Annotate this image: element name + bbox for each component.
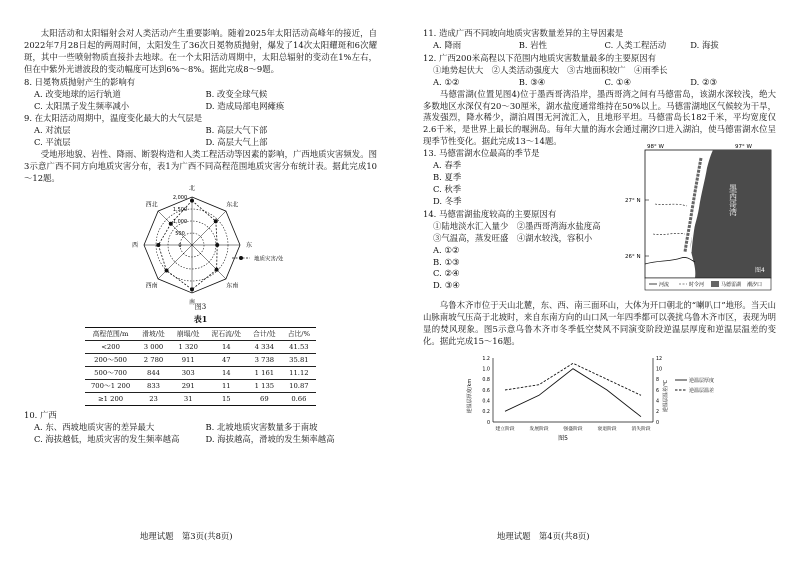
table-1-cell: 1 320 [171,341,206,354]
radar-chart [24,185,377,307]
radar-legend-marker [239,256,243,260]
table-1-cell: 833 [136,380,171,393]
lat-label-27n: 27° N [625,198,641,205]
q13-q14-block [423,144,776,298]
table-1-cell: 2 780 [136,354,171,367]
y-right-tick-label: 10 [656,367,663,373]
lat-label-26n: 26° N [625,254,641,261]
x-tick-label: 强盛阶段 [563,426,583,432]
legend-river-label: 河流 [659,282,670,289]
table-1 [85,327,316,406]
q13-option-d[interactable]: D. 冬季 [433,195,462,206]
q12-option-b[interactable]: B. ③④ [518,76,546,87]
radar-data-point [214,219,218,223]
q8-option-c[interactable]: C. 太阳黑子发生频率减小 [34,100,130,111]
table-1-header-cell: 合计/处 [247,328,282,341]
q9-option-c[interactable]: C. 平流层 [34,137,71,148]
table-1-cell: 1 135 [247,380,282,393]
table-1-cell: 844 [136,367,171,380]
table-1-cell: 47 [206,354,247,367]
table-1-header-cell: 泥石流/处 [206,328,247,341]
q11-option-b[interactable]: B. 岩性 [518,39,547,50]
question-10-options [24,422,377,446]
radar-direction-label: 西南 [145,282,158,290]
y-left-tick-label: 0 [486,420,490,426]
lon-label-97w: 97° W [735,144,752,151]
q11-option-a[interactable]: A. 降雨 [433,39,462,50]
q9-option-b[interactable]: B. 高层大气下部 [205,125,268,136]
radar-direction-label: 北 [188,184,196,192]
passage-guangxi: 受地形地貌、岩性、降雨、断裂构造和人类工程活动等因素的影响，广西地质灾害频发。图3示意广西不同方向地质灾害分布，表1为广西不同高程范围地质灾害分布统计表。据此完成10～12题。 [24,149,377,184]
table-1-cell: 291 [171,380,206,393]
question-12-options [423,77,776,89]
table-1-cell: 3 000 [136,341,171,354]
radar-tick-label: 2,000 [172,194,188,201]
q10-option-a[interactable]: A. 东、西坡地质灾害的差异最大 [34,422,155,433]
q10-option-d[interactable]: D. 海拔越高，滑坡的发生频率越高 [205,434,335,445]
question-12-stem: 12. 广西200米高程以下范围内地质灾害数量最多的主要原因有 [423,52,656,63]
figure-3-caption: 图3 [194,302,207,311]
table-1-title: 表1 [193,313,208,324]
table-1-row [85,393,316,406]
q8-option-d[interactable]: D. 造成局部电网瘫痪 [205,100,285,111]
q8-option-a[interactable]: A. 改变地球的运行轨道 [34,88,121,99]
y-right-tick-label: 12 [656,356,663,362]
figure-3 [24,185,377,313]
lon-label-98w: 98° W [647,144,664,151]
passage-madre-lagoon: 马德雷湖(位置见图4)位于墨西哥湾沿岸，墨西哥湾之间有马德雷岛，该湖水深较浅，绝大多数地区水深仅有20～30厘米，湖水盐度通常维持在50%以上。马德雷湖地区气候较为干旱，蒸发强烈，降水稀少，湖泊周围无河流汇入，且地形平坦。马德雷岛长182千米，平均宽度仅2.6千米，是世界上最长的堰洲岛。每年大量的海水会通过潮汐口进入湖泊，使马德雷湖水位呈现季节性变化。据此完成13～14题。 [423,88,776,147]
q10-option-b[interactable]: B. 北坡地质灾害数量多于南坡 [205,422,318,433]
table-1-cell: 35.81 [282,354,316,367]
q9-option-a[interactable]: A. 对流层 [34,125,71,136]
x-tick-label: 衰退阶段 [597,426,617,432]
radar-direction-label: 东 [245,241,253,249]
q13-option-a[interactable]: A. 春季 [433,160,462,171]
table-1-row [85,341,316,354]
x-tick-label: 发展阶段 [529,426,549,432]
question-14-stem: 14. 马德雷湖盐度较高的主要原因有 [423,208,557,219]
legend-temp-label: 逆温层温差 [689,387,715,394]
q11-option-d[interactable]: D. 海拔 [690,39,719,50]
x-tick-label: 消失阶段 [631,426,651,432]
q14-items-line-2: ③气温高，蒸发旺盛 ④湖水较浅，容积小 [433,232,593,243]
radar-data-point [156,243,160,247]
q14-option-c[interactable]: C. ②④ [433,268,460,279]
radar-axis [158,211,192,245]
table-1-cell: 41.53 [282,341,316,354]
table-1-header-cell: 高程范围/m [85,328,136,341]
table-1-header-cell: 崩塌/处 [171,328,206,341]
table-1-cell: ≥1 200 [85,393,136,406]
y-left-tick-label: 0.2 [482,410,490,416]
radar-data-point [169,222,173,226]
footer-page-3: 地理试题 第3页(共8页) [140,531,233,542]
radar-tick-label: 1,500 [172,206,188,213]
radar-direction-label: 东南 [226,282,239,290]
right-page [397,0,794,561]
q12-option-a[interactable]: A. ①② [433,76,460,87]
y-right-tick-label: 0 [656,420,660,426]
table-1-cell: 15 [206,393,247,406]
table-1-cell: 303 [171,367,206,380]
table-1-cell: 10.87 [282,380,316,393]
legend-thick-label: 逆温层厚度 [689,377,715,384]
table-1-cell: 69 [247,393,282,406]
table-1-cell: 500～700 [85,367,136,380]
table-1-row [85,380,316,393]
y-left-tick-label: 1.2 [482,356,490,362]
passage-urumqi: 乌鲁木齐市位于天山北麓，东、西、南三面环山，大体为开口朝北的“喇叭口”地形。当天山山脉南坡气压高于北坡时，来自东南方向的山口风一年四季都可以袭扰乌鲁木齐市区，表现为明显的焚风现象。图5示意乌鲁木齐市冬季低空焚风不同演变阶段逆温层厚度和逆温层温差的变化。据此完成15～16题。 [423,300,776,346]
radar-data-point [190,199,194,203]
q14-option-a[interactable]: A. ①② [433,244,460,255]
y-right-tick-label: 6 [656,388,660,394]
y-left-tick-label: 1.0 [482,367,490,373]
y-left-tick-label: 0.4 [482,399,490,405]
radar-direction-label: 南 [188,298,196,306]
figure-4-map [625,144,775,292]
radar-direction-label: 西北 [145,201,158,209]
radar-data-point [165,268,169,272]
radar-data-point [190,287,194,291]
question-10-stem: 10. 广西 [24,410,57,421]
question-8-stem: 8. 日冕物质抛射产生的影响有 [24,76,136,87]
series-temp-diff-line [505,363,641,395]
q9-option-d[interactable]: D. 高层大气上部 [205,137,268,148]
legend-intermittent-label: 时令河 [689,282,705,289]
table-1-cell: 3 738 [247,354,282,367]
question-9-stem: 9. 在太阳活动周期中，温度变化最大的大气层是 [24,113,203,124]
figure-5-chart [463,350,733,442]
table-1-row [85,354,316,367]
table-1-cell: 14 [206,341,247,354]
y-right-tick-label: 8 [656,378,660,384]
q10-option-c[interactable]: C. 海拔越低，地质灾害的发生频率越高 [34,434,180,445]
q12-option-c[interactable]: C. ①④ [604,76,631,87]
q14-option-d[interactable]: D. ③④ [433,280,460,291]
y-right-axis-label: 逆温层温差/℃ [663,379,669,413]
y-left-tick-label: 0.8 [482,378,490,384]
sea-label: 墨西哥湾 [728,184,738,217]
table-1-cell: 14 [206,367,247,380]
question-14-items [423,221,623,293]
table-1-cell: 11.12 [282,367,316,380]
x-tick-label: 建立阶段 [495,426,515,432]
legend-lake-symbol [711,281,719,287]
table-1-row [85,367,316,380]
table-1-cell: 11 [206,380,247,393]
question-13-options [423,160,623,208]
question-11-options [423,40,776,52]
radar-data-point [215,243,219,247]
table-1-cell: 23 [136,393,171,406]
q8-option-b[interactable]: B. 改变全球气候 [205,88,268,99]
q14-option-b[interactable]: B. ①③ [433,256,460,267]
question-8-options [24,89,377,113]
footer-page-4: 地理试题 第4页(共8页) [497,531,590,542]
table-1-header-cell: 滑坡/处 [136,328,171,341]
y-right-tick-label: 4 [656,399,660,405]
legend-lake-label: 马德雷湖 [721,282,742,289]
q12-option-d[interactable]: D. ②③ [690,76,718,87]
radar-axis [158,242,192,279]
y-right-tick-label: 2 [656,410,660,416]
figure-5-caption: 图5 [558,434,568,442]
y-left-axis-label: 逆温层厚度/km [467,378,473,414]
table-1-cell: 1 161 [247,367,282,380]
figure-4-caption: 图4 [755,267,765,275]
y-left-tick-label: 0.6 [482,388,490,394]
table-1-cell: 4 334 [247,341,282,354]
q13-option-b[interactable]: B. 夏季 [433,172,462,183]
q13-option-c[interactable]: C. 秋季 [433,183,462,194]
radar-tick-label: 0 [178,242,182,249]
radar-direction-label: 东北 [226,201,239,209]
radar-tick-label: 500 [175,230,185,237]
question-12-items: ①地势起伏大 ②人类活动强度大 ③古地面积较广 ④雨季长 [433,64,668,75]
table-1-cell: 200～500 [85,354,136,367]
radar-legend-label: 地质灾害/处 [254,256,284,263]
question-11-stem: 11. 造成广西不同坡向地质灾害数量差异的主导因素是 [423,28,624,38]
radar-direction-label: 西 [131,241,139,249]
radar-axis [192,245,226,279]
radar-tick-label: 1,000 [172,218,188,225]
q14-items-line-1: ①陆地淡水汇入量少 ②墨西哥湾海水盐度高 [433,220,601,231]
question-13-stem: 13. 马德雷湖水位最高的季节是 [423,148,540,159]
q11-option-c[interactable]: C. 人类工程活动 [604,39,667,50]
question-9-options [24,125,377,149]
series-thickness-line [505,369,641,417]
table-1-cell: 700～1 200 [85,380,136,393]
table-1-cell: 0.66 [282,393,316,406]
radar-axis [192,211,226,245]
table-1-cell: 911 [171,354,206,367]
table-1-cell: 31 [171,393,206,406]
legend-channel-label: 潮汐口 [747,282,763,289]
radar-data-point [215,268,219,272]
passage-solar: 太阳活动和太阳辐射会对人类活动产生重要影响。随着2025年太阳活动高峰年的接近，自2022年7月28日起的两周时间，太阳发生了36次日冕物质抛射，爆发了14次太阳耀斑和6次耀斑，其中一些喷射物质直接扑去地球。在一个太阳活动周期中，太阳总辐射的变动在1%左右，但在中紫外光谱波段的变动幅度可达到6%～8%。据此完成8～9题。 [24,28,377,74]
table-1-cell: <200 [85,341,136,354]
table-1-header-cell: 占比/% [282,328,316,341]
